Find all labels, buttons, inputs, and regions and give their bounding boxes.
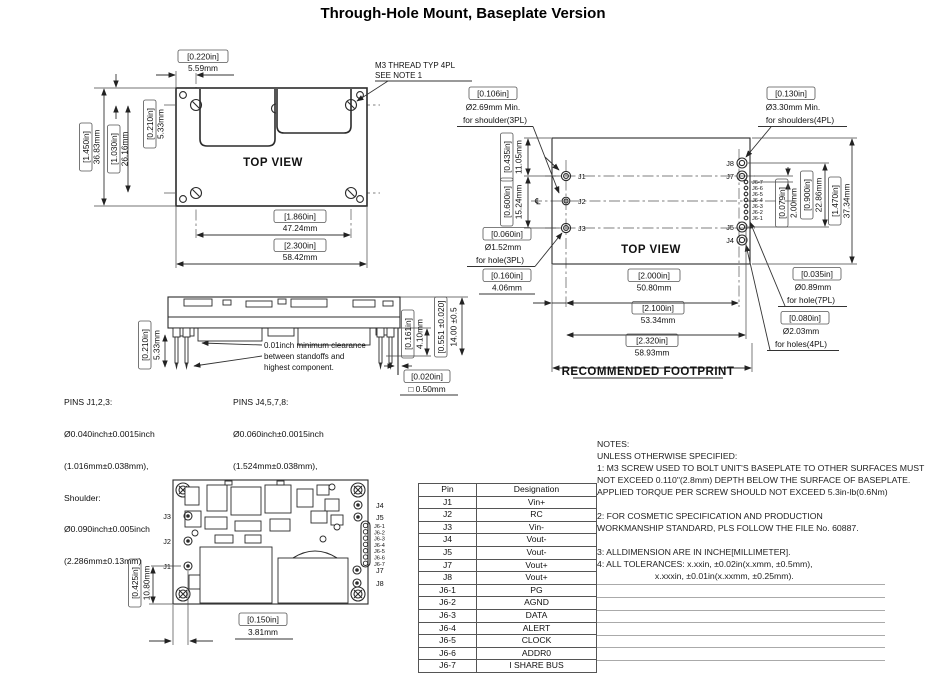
svg-text:[0.900in]: [0.900in]	[802, 179, 812, 211]
pcb-label-j7: J7	[376, 566, 384, 575]
table-row	[419, 496, 597, 509]
row-line-extension	[597, 610, 885, 611]
row-line-extension	[597, 584, 885, 585]
table-row	[419, 635, 597, 648]
svg-text:[2.300in]: [2.300in]	[284, 240, 316, 251]
table-row	[419, 546, 597, 559]
svg-text:[0.161in]: [0.161in]	[403, 318, 413, 350]
row-line-extension	[597, 597, 885, 598]
pin-cell: J6-4	[419, 622, 477, 635]
pin-cell: J6-5	[419, 635, 477, 648]
svg-text:[0.160in]: [0.160in]	[491, 270, 523, 281]
top-view-label: TOP VIEW	[243, 157, 303, 169]
table-row	[419, 572, 597, 585]
svg-text:for hole(7PL): for hole(7PL)	[787, 295, 835, 305]
baseplate-outline	[176, 88, 367, 206]
pin-label-j1: J1	[578, 172, 586, 181]
svg-text:36.83mm: 36.83mm	[91, 129, 102, 165]
centerline-symbol: ℄	[535, 196, 541, 206]
dim-screw-span-y	[108, 106, 130, 192]
note-line: WORKMANSHIP STANDARD, PLS FOLLOW THE FILE No. 60887.	[597, 523, 859, 533]
svg-text:for shoulders(4PL): for shoulders(4PL)	[765, 115, 835, 125]
dim-screw-span-x	[197, 210, 350, 235]
svg-text:highest component.: highest component.	[264, 363, 334, 372]
designation-cell: Vin-	[477, 521, 597, 534]
row-line-extension	[597, 635, 885, 636]
svg-text:[0.150in]: [0.150in]	[247, 614, 279, 625]
pcb-label-j5: J5	[376, 513, 384, 522]
svg-text:47.24mm: 47.24mm	[282, 223, 318, 233]
svg-text:Ø0.89mm: Ø0.89mm	[794, 282, 832, 292]
note-line: x.xxxin, ±0.01in(x.xxmm, ±0.25mm).	[597, 571, 794, 581]
svg-text:5.33mm: 5.33mm	[155, 109, 166, 139]
pcb-label-j6-6: J6-6	[374, 555, 385, 562]
clearance-note	[194, 341, 366, 372]
pins-spec-j4578: PINS J4,5,7,8: Ø0.060inch±0.0015inch (1.524mm±0.038mm),	[233, 397, 324, 471]
pin-cell: J8	[419, 572, 477, 585]
designation-cell: ALERT	[477, 622, 597, 635]
pcb-label-j6-2: J6-2	[374, 530, 385, 537]
table-row	[419, 609, 597, 622]
designation-column-header: Designation	[477, 484, 597, 497]
pin-label-j6-7: J6-7	[752, 180, 763, 186]
svg-text:Ø2.03mm: Ø2.03mm	[782, 326, 820, 336]
svg-text:5.59mm: 5.59mm	[188, 63, 218, 73]
svg-text:M3 THREAD TYP 4PL: M3 THREAD TYP 4PL	[375, 61, 456, 70]
designation-cell: DATA	[477, 609, 597, 622]
pin-designation-table	[418, 483, 597, 673]
svg-text:[0.220in]: [0.220in]	[187, 51, 219, 62]
note-line: NOT EXCEED 0.110"(2.8mm) DEPTH BELOW THE SURFACE OF BASEPLATE.	[597, 475, 911, 485]
svg-text:2.00mm: 2.00mm	[788, 188, 799, 218]
dim-left-edge	[479, 265, 585, 372]
dim-footprint-top-left	[501, 133, 560, 181]
table-row	[419, 521, 597, 534]
table-row	[419, 647, 597, 660]
dim-screw-offset-x	[156, 50, 234, 87]
svg-text:5.33mm: 5.33mm	[151, 330, 162, 360]
designation-cell: RC	[477, 509, 597, 522]
pcb-label-j6-7: J6-7	[374, 561, 385, 568]
designation-cell: I SHARE BUS	[477, 660, 597, 673]
pin-label-j6-3: J6-3	[752, 204, 763, 210]
table-row	[419, 622, 597, 635]
designation-cell: Vout+	[477, 559, 597, 572]
designation-cell: Vout-	[477, 534, 597, 547]
note-line: 2: FOR COSMETIC SPECIFICATION AND PRODUCTION	[597, 511, 823, 521]
svg-text:[2.100in]: [2.100in]	[642, 303, 674, 313]
designation-cell: PG	[477, 584, 597, 597]
svg-text:11.05mm: 11.05mm	[513, 140, 524, 174]
designation-cell: Vin+	[477, 496, 597, 509]
table-row	[419, 559, 597, 572]
svg-text:37.34mm: 37.34mm	[841, 183, 852, 219]
pcb-label-j3: J3	[163, 512, 171, 521]
svg-text:3.81mm: 3.81mm	[248, 627, 278, 637]
svg-text:[0.130in]: [0.130in]	[775, 88, 807, 99]
svg-text:[0.020in]: [0.020in]	[411, 371, 443, 382]
table-row	[419, 534, 597, 547]
top-view-drawing	[48, 44, 478, 276]
svg-text:[0.035in]: [0.035in]	[801, 269, 833, 279]
notes-block	[597, 438, 925, 582]
dim-standoff	[139, 321, 166, 369]
svg-text:50.80mm: 50.80mm	[636, 282, 672, 293]
pcb-label-j6-1: J6-1	[374, 524, 385, 530]
pin-cell: J6-1	[419, 584, 477, 597]
pin-cell: J6-3	[419, 609, 477, 622]
row-line-extension	[597, 622, 885, 623]
pin-cell: J3	[419, 521, 477, 534]
svg-text:[2.320in]: [2.320in]	[636, 335, 668, 346]
pin-label-j6-5: J6-5	[752, 192, 763, 198]
note-line: UNLESS OTHERWISE SPECIFIED:	[597, 451, 738, 461]
svg-text:[0.600in]: [0.600in]	[502, 186, 512, 218]
designation-cell: Vout+	[477, 572, 597, 585]
svg-text:[1.860in]: [1.860in]	[284, 211, 316, 222]
svg-text:4.10mm: 4.10mm	[414, 319, 425, 349]
footprint-holes-signal	[744, 180, 748, 220]
note-line: 4: ALL TOLERANCES: x.xxin, ±0.02in(x.xmm, ±0.5mm),	[597, 559, 813, 569]
pin-label-j4: J4	[726, 236, 734, 245]
pin-cell: J5	[419, 546, 477, 559]
svg-text:for shoulder(3PL): for shoulder(3PL)	[462, 115, 528, 125]
pin-cell: J4	[419, 534, 477, 547]
svg-text:53.34mm: 53.34mm	[640, 315, 676, 325]
pin-label-j6-6: J6-6	[752, 186, 763, 192]
pins-spec-j123: PINS J1,2,3: Ø0.040inch±0.0015inch (1.016mm±0.038mm), Shoulder: Ø0.090inch±0.005inch (2.286mm±0.13mm)	[64, 397, 155, 567]
note-line: 1: M3 SCREW USED TO BOLT UNIT'S BASEPLATE TO OTHER SURFACES MUST	[597, 463, 925, 473]
label-shoulders-4pl	[746, 87, 847, 157]
svg-text:[2.000in]: [2.000in]	[638, 270, 670, 281]
dim-pin-span	[567, 269, 738, 303]
pcb-label-j4: J4	[376, 501, 384, 510]
note-line: 3: ALLDIMENSION ARE IN INCHE[MILLIMETER].	[597, 547, 791, 557]
pin-label-j8: J8	[726, 159, 734, 168]
svg-text:□ 0.50mm: □ 0.50mm	[408, 384, 446, 394]
svg-text:Ø1.52mm: Ø1.52mm	[484, 242, 522, 252]
pin-cell: J7	[419, 559, 477, 572]
table-row	[419, 584, 597, 597]
svg-text:for holes(4PL): for holes(4PL)	[774, 339, 828, 349]
svg-text:[0.551 ±0.020]: [0.551 ±0.020]	[436, 300, 446, 354]
pcb-label-j6-5: J6-5	[374, 549, 385, 556]
pin-cell: J2	[419, 509, 477, 522]
page-title: Through-Hole Mount, Baseplate Version	[320, 5, 606, 22]
svg-text:[1.450in]: [1.450in]	[81, 131, 91, 163]
pcb-label-j8: J8	[376, 579, 384, 588]
svg-text:between standoffs and: between standoffs and	[264, 352, 345, 361]
svg-text:[0.079in]: [0.079in]	[777, 187, 787, 219]
svg-text:[0.080in]: [0.080in]	[789, 313, 821, 323]
pin-column-header: Pin	[419, 484, 477, 497]
pin-cell: J6-2	[419, 597, 477, 610]
designation-cell: CLOCK	[477, 635, 597, 648]
pin-cell: J1	[419, 496, 477, 509]
svg-text:Ø2.69mm Min.: Ø2.69mm Min.	[465, 102, 521, 112]
svg-text:4.06mm: 4.06mm	[492, 282, 522, 293]
designation-cell: ADDR0	[477, 647, 597, 660]
svg-text:26.16mm: 26.16mm	[119, 131, 130, 167]
note-line	[597, 498, 922, 510]
pin-cell: J6-7	[419, 660, 477, 673]
pin-label-j7: J7	[726, 172, 734, 181]
pcb-view-drawing	[125, 465, 425, 683]
table-row	[419, 597, 597, 610]
note-line: NOTES:	[597, 439, 630, 449]
svg-text:[0.106in]: [0.106in]	[477, 88, 509, 99]
svg-text:[1.030in]: [1.030in]	[109, 133, 119, 165]
svg-text:for hole(3PL): for hole(3PL)	[476, 255, 524, 265]
row-line-extension	[597, 647, 885, 648]
pin-label-j6-1: J6-1	[752, 216, 763, 222]
designation-cell: AGND	[477, 597, 597, 610]
pcb-label-j6-3: J6-3	[374, 536, 385, 543]
label-shoulder-3pl	[457, 87, 559, 193]
svg-text:[0.060in]: [0.060in]	[491, 229, 523, 239]
svg-text:Ø3.30mm Min.: Ø3.30mm Min.	[765, 102, 821, 112]
svg-text:0.01inch minimum clearance: 0.01inch minimum clearance	[264, 341, 366, 350]
footprint-drawing	[455, 85, 926, 385]
svg-text:[0.435in]: [0.435in]	[502, 141, 512, 173]
svg-text:SEE NOTE 1: SEE NOTE 1	[375, 71, 423, 80]
svg-text:[0.210in]: [0.210in]	[140, 329, 150, 361]
pin-label-j6-4: J6-4	[752, 198, 763, 204]
pin-label-j3: J3	[578, 224, 586, 233]
pcb-label-j1: J1	[163, 562, 171, 571]
pcb-label-j2: J2	[163, 537, 171, 546]
svg-text:58.42mm: 58.42mm	[282, 252, 318, 262]
table-header-row	[419, 484, 597, 497]
svg-text:58.93mm: 58.93mm	[634, 347, 670, 358]
note-line: APPLIED TORQUE PER SCREW SHOULD NOT EXCEED 5.3in-lb(0.6Nm)	[597, 487, 888, 497]
svg-text:[0.425in]: [0.425in]	[130, 567, 140, 599]
label-hole-3pl	[467, 228, 562, 267]
footprint-caption: RECOMMENDED FOOTPRINT	[561, 366, 735, 378]
table-row	[419, 660, 597, 673]
note-line	[597, 534, 922, 546]
svg-text:10.80mm: 10.80mm	[141, 565, 152, 601]
row-line-extension	[597, 660, 885, 661]
svg-text:[0.210in]: [0.210in]	[145, 108, 155, 140]
svg-text:14.00 ±0.5: 14.00 ±0.5	[448, 307, 459, 347]
pin-label-j2: J2	[578, 197, 586, 206]
svg-text:15.24mm: 15.24mm	[513, 184, 524, 220]
designation-cell: Vout-	[477, 546, 597, 559]
footprint-view-label: TOP VIEW	[621, 244, 681, 256]
pcb-label-j6-4: J6-4	[374, 542, 385, 549]
dim-body-width	[176, 207, 367, 268]
pin-cell: J6-6	[419, 647, 477, 660]
table-row	[419, 509, 597, 522]
svg-text:22.86mm: 22.86mm	[813, 177, 824, 213]
dim-footprint-left-pitch	[501, 177, 560, 228]
dim-signal-pin	[384, 366, 458, 395]
svg-text:[1.470in]: [1.470in]	[830, 185, 840, 217]
pin-label-j5: J5	[726, 223, 734, 232]
pin-label-j6-2: J6-2	[752, 210, 763, 216]
